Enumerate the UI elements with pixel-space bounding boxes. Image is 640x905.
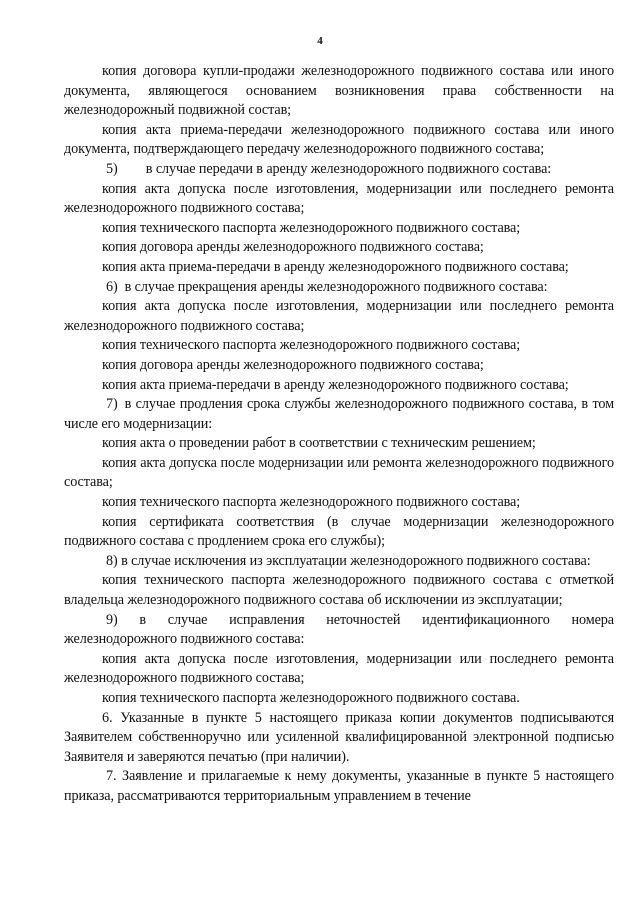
paragraph: копия технического паспорта железнодорожного подвижного состава. bbox=[102, 690, 520, 706]
document-body bbox=[64, 62, 614, 807]
paragraph: копия акта о проведении работ в соответствии с техническим решением; bbox=[102, 435, 536, 452]
paragraph: копия технического паспорта железнодорожного подвижного состава; bbox=[102, 219, 521, 236]
paragraph: копия акта приема-передачи в аренду железнодорожного подвижного состава; bbox=[102, 376, 569, 393]
paragraph: копия акта допуска после изготовления, модернизации или последнего ремонта железнодорожного подвижного состава; bbox=[64, 298, 614, 334]
paragraph: копия акта приема-передачи в аренду железнодорожного подвижного состава; bbox=[102, 258, 569, 275]
list-item-heading: 7) в случае продления срока службы железнодорожного подвижного состава, в том числе его модернизации: bbox=[64, 396, 614, 432]
paragraph: копия акта допуска после модернизации или ремонта железнодорожного подвижного состава; bbox=[64, 454, 614, 491]
paragraph: копия акта допуска после изготовления, модернизации или последнего ремонта железнодорожного подвижного состава; bbox=[64, 180, 614, 217]
paragraph: копия сертификата соответствия (в случае модернизации железнодорожного подвижного состава с продлением срока его службы); bbox=[64, 513, 614, 550]
numbered-clause: 7. Заявление и прилагаемые к нему документы, указанные в пункте 5 настоящего приказа, рассматриваются территориальным управлением в течение bbox=[64, 768, 614, 804]
list-item-heading: 8) в случае исключения из эксплуатации железнодорожного подвижного состава: bbox=[106, 552, 591, 569]
paragraph: копия договора аренды железнодорожного подвижного состава; bbox=[102, 239, 484, 256]
list-item-heading: 9) в случае исправления неточностей идентификационного номера железнодорожного подвижного состава: bbox=[64, 611, 614, 648]
paragraph: копия акта приема-передачи железнодорожного подвижного состава или иного документа, подтверждающего передачу железнодорожного подвижного состава; bbox=[64, 121, 614, 158]
list-item-heading: 6) в случае прекращения аренды железнодорожного подвижного состава: bbox=[106, 278, 548, 295]
page-number: 4 bbox=[317, 35, 323, 47]
paragraph: копия договора купли-продажи железнодорожного подвижного состава или иного документа, являющегося основанием возникновения права собственности на железнодорожный подвижной состав; bbox=[64, 63, 614, 119]
list-item-heading: 5) в случае передачи в аренду железнодорожного подвижного состава: bbox=[106, 160, 552, 177]
paragraph: копия технического паспорта железнодорожного подвижного состава; bbox=[102, 337, 521, 354]
paragraph: копия договора аренды железнодорожного подвижного состава; bbox=[102, 356, 484, 373]
paragraph: копия технического паспорта железнодорожного подвижного состава с отметкой владельца железнодорожного подвижного состава об исключении из эксплуатации; bbox=[64, 572, 614, 609]
numbered-clause: 6. Указанные в пункте 5 настоящего приказа копии документов подписываются Заявителем собственноручно или усиленной квалифицированной электронной подписью Заявителя и заверяются печатью (при наличии). bbox=[64, 709, 614, 765]
paragraph: копия технического паспорта железнодорожного подвижного состава; bbox=[102, 494, 521, 511]
paragraph: копия акта допуска после изготовления, модернизации или последнего ремонта железнодорожного подвижного состава; bbox=[64, 650, 614, 687]
